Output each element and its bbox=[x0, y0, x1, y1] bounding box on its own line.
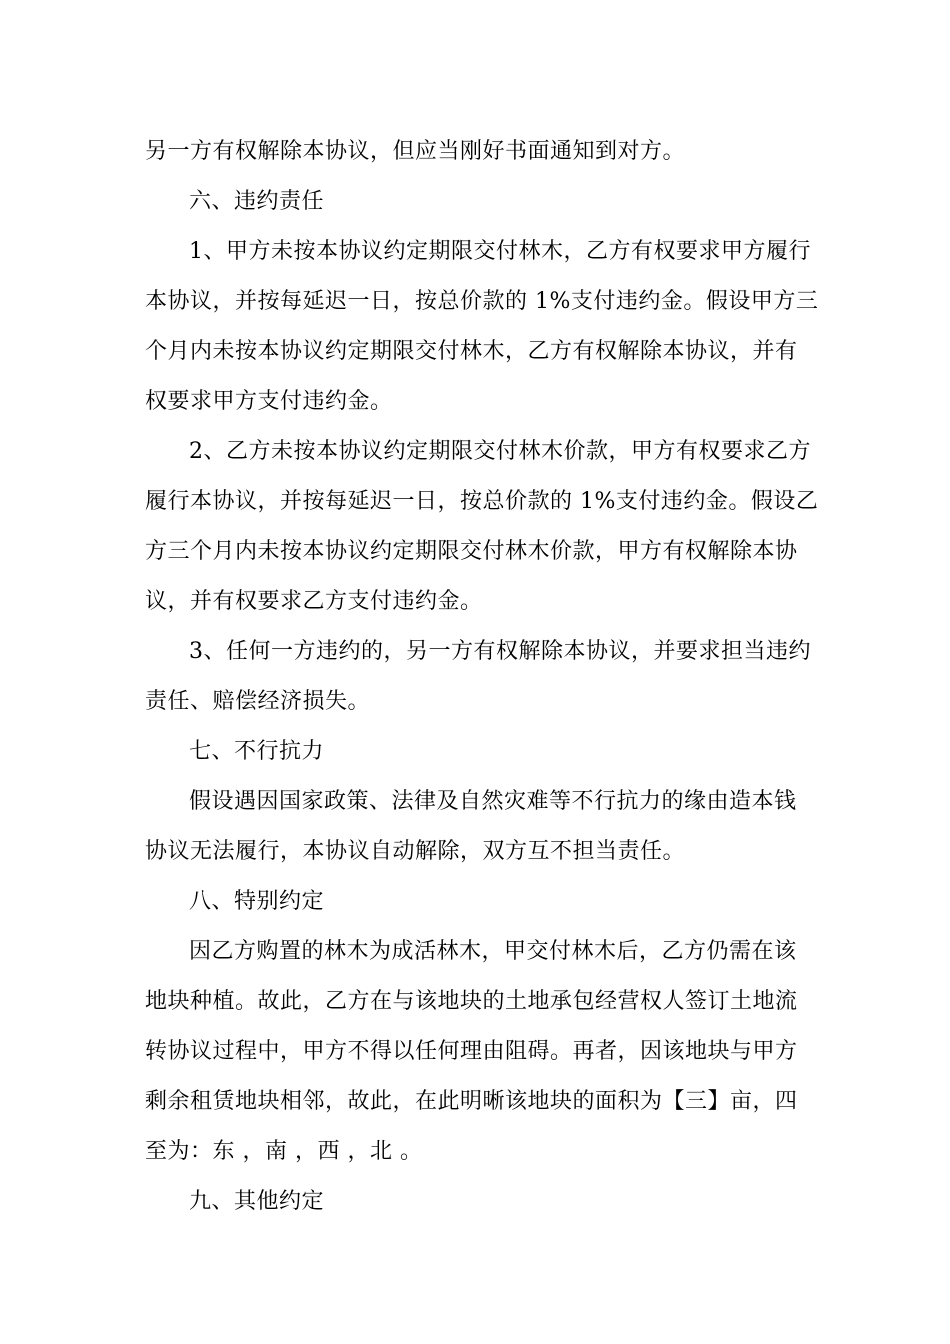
text-line-17: 因乙方购置的林木为成活林木，甲交付林木后，乙方仍需在该 bbox=[189, 939, 797, 964]
text-line-1: 另一方有权解除本协议，但应当刚好书面通知到对方。 bbox=[145, 139, 686, 164]
text-line-6: 权要求甲方支付违约金。 bbox=[145, 389, 393, 414]
section-heading-force-majeure: 七、不行抗力 bbox=[189, 739, 325, 764]
text-line-15: 协议无法履行，本协议自动解除，双方互不担当责任。 bbox=[145, 839, 686, 864]
text-line-8: 履行本协议，并按每延迟一日，按总价款的 1%支付违约金。假设乙 bbox=[145, 489, 819, 514]
section-heading-other-agreements: 九、其他约定 bbox=[189, 1189, 325, 1214]
text-line-11: 3、任何一方违约的，另一方有权解除本协议，并要求担当违约 bbox=[189, 639, 811, 664]
text-line-4: 本协议，并按每延迟一日，按总价款的 1%支付违约金。假设甲方三 bbox=[145, 289, 819, 314]
section-heading-breach-liability: 六、违约责任 bbox=[189, 189, 325, 214]
text-line-10: 议，并有权要求乙方支付违约金。 bbox=[145, 589, 483, 614]
text-line-7: 2、乙方未按本协议约定期限交付林木价款，甲方有权要求乙方 bbox=[189, 439, 811, 464]
text-line-19: 转协议过程中，甲方不得以任何理由阻碍。再者，因该地块与甲方 bbox=[145, 1039, 798, 1064]
text-line-9: 方三个月内未按本协议约定期限交付林木价款，甲方有权解除本协 bbox=[145, 539, 798, 564]
text-line-18: 地块种植。故此，乙方在与该地块的土地承包经营权人签订土地流 bbox=[145, 989, 798, 1014]
text-line-3: 1、甲方未按本协议约定期限交付林木，乙方有权要求甲方履行 bbox=[189, 239, 811, 264]
section-heading-special-agreement: 八、特别约定 bbox=[189, 889, 325, 914]
text-line-5: 个月内未按本协议约定期限交付林木，乙方有权解除本协议，并有 bbox=[145, 339, 798, 364]
text-line-20: 剩余租赁地块相邻，故此，在此明晰该地块的面积为【三】亩，四 bbox=[145, 1089, 798, 1114]
text-line-21: 至为：东 ，南 ，西 ，北 。 bbox=[145, 1139, 423, 1164]
text-line-12: 责任、赔偿经济损失。 bbox=[145, 689, 371, 714]
text-line-14: 假设遇因国家政策、法律及自然灾难等不行抗力的缘由造本钱 bbox=[189, 789, 797, 814]
